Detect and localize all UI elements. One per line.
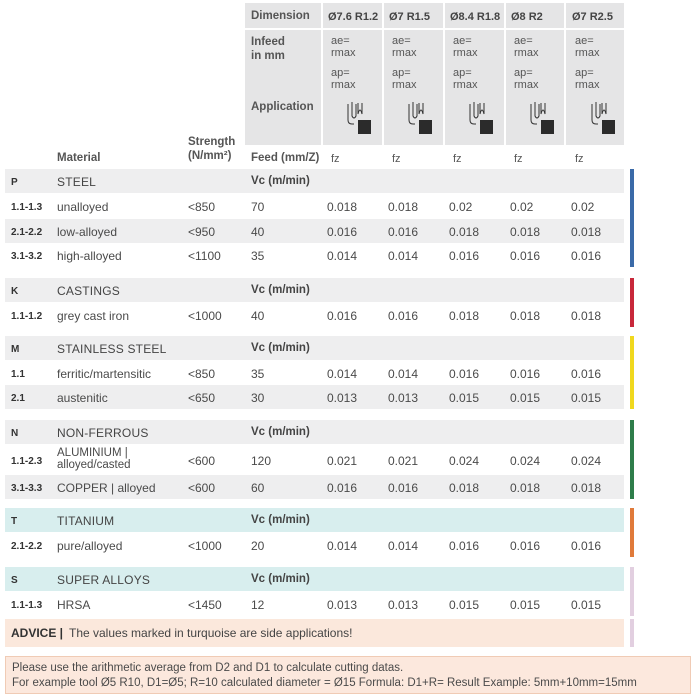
iso-group-code: M	[11, 344, 20, 355]
vc-value: 30	[251, 391, 265, 405]
fz-value: 0.016	[510, 249, 541, 263]
ae-value: rmax	[514, 47, 539, 59]
material-name: COPPER | alloyed	[57, 481, 156, 495]
fz-value: 0.024	[449, 454, 480, 468]
fz-value: 0.016	[449, 249, 480, 263]
material-name-line2: alloyed/casted	[57, 459, 131, 471]
ap-value: rmax	[575, 79, 600, 91]
fz-value: 0.016	[510, 539, 541, 553]
fz-value: 0.016	[388, 309, 419, 323]
fz-value: 0.016	[571, 249, 602, 263]
fz-value: 0.015	[510, 391, 541, 405]
fz-value: 0.018	[510, 309, 541, 323]
material-code: 1.1-1.3	[11, 600, 43, 611]
fz-value: 0.016	[327, 309, 358, 323]
ae-value: rmax	[331, 47, 356, 59]
ap-label: ap=	[392, 67, 411, 79]
header-divider	[245, 28, 624, 30]
vc-label: Vc (m/min)	[251, 284, 310, 296]
ap-value: rmax	[514, 79, 539, 91]
fz-value: 0.016	[327, 481, 358, 495]
tool-application-icon	[403, 100, 437, 136]
iso-group-code: S	[11, 575, 18, 586]
dimension-label: Dimension	[251, 10, 310, 22]
vc-value: 35	[251, 367, 265, 381]
fz-label: fz	[392, 153, 401, 165]
vc-value: 20	[251, 539, 265, 553]
fz-label: fz	[514, 153, 523, 165]
strength-value: <850	[188, 200, 216, 214]
strength-value: <600	[188, 454, 216, 468]
fz-value: 0.016	[327, 225, 358, 239]
ae-label: ae=	[331, 35, 350, 47]
strength-value: <1450	[188, 598, 222, 612]
dimension-value: Ø7 R1.5	[389, 11, 430, 23]
material-code: 3.1-3.3	[11, 483, 43, 494]
fz-value: 0.018	[449, 481, 480, 495]
header-divider	[321, 3, 323, 145]
material-code: 2.1-2.2	[11, 541, 43, 552]
fz-value: 0.015	[510, 598, 541, 612]
ae-value: rmax	[453, 47, 478, 59]
ap-label: ap=	[514, 67, 533, 79]
strength-value: <600	[188, 481, 216, 495]
tool-application-icon	[342, 100, 376, 136]
advice-label: ADVICE |	[11, 626, 64, 640]
tool-application-icon	[525, 100, 559, 136]
vc-value: 70	[251, 200, 265, 214]
strength-value: <950	[188, 225, 216, 239]
fz-value: 0.016	[510, 367, 541, 381]
dimension-value: Ø7 R2.5	[572, 11, 613, 23]
fz-value: 0.015	[571, 391, 602, 405]
vc-label: Vc (m/min)	[251, 342, 310, 354]
strength-value: <1100	[188, 249, 221, 263]
iso-group-code: P	[11, 177, 18, 188]
fz-value: 0.018	[449, 309, 480, 323]
dimension-value: Ø7.6 R1.2	[328, 11, 379, 23]
note-line-2: For example tool Ø5 R10, D1=Ø5; R=10 calculated diameter = Ø15 Formula: D1+R= Result Example: 5mm+10mm=15mm	[12, 677, 637, 689]
fz-value: 0.013	[388, 391, 419, 405]
fz-value: 0.015	[449, 598, 480, 612]
fz-value: 0.018	[510, 225, 541, 239]
fz-value: 0.014	[327, 539, 358, 553]
strength-value: <1000	[188, 539, 222, 553]
fz-value: 0.013	[327, 391, 358, 405]
material-code: 2.1	[11, 393, 25, 404]
fz-value: 0.02	[571, 200, 595, 214]
tool-application-icon	[586, 100, 620, 136]
vc-value: 120	[251, 454, 272, 468]
fz-value: 0.014	[327, 249, 358, 263]
vc-value: 40	[251, 225, 265, 239]
vc-label: Vc (m/min)	[251, 514, 310, 526]
fz-value: 0.013	[388, 598, 419, 612]
fz-value: 0.015	[571, 598, 602, 612]
ae-label: ae=	[453, 35, 472, 47]
iso-group-code: N	[11, 428, 19, 439]
fz-value: 0.014	[388, 249, 419, 263]
fz-value: 0.016	[388, 481, 419, 495]
ap-label: ap=	[575, 67, 594, 79]
note-line-1: Please use the arithmetic average from D2 and D1 to calculate cutting datas.	[12, 662, 404, 674]
advice-box	[5, 619, 624, 647]
iso-group-code: K	[11, 286, 19, 297]
fz-value: 0.015	[449, 391, 480, 405]
section-color-bar	[630, 567, 634, 616]
material-name: pure/alloyed	[57, 539, 123, 553]
header-divider	[564, 3, 566, 145]
ae-value: rmax	[392, 47, 417, 59]
section-color-bar	[630, 336, 634, 409]
fz-value: 0.016	[571, 539, 602, 553]
strength-unit-label: (N/mm²)	[188, 150, 232, 162]
calculation-note	[5, 656, 691, 694]
fz-label: fz	[453, 153, 462, 165]
ap-label: ap=	[331, 67, 350, 79]
fz-value: 0.021	[327, 454, 358, 468]
tool-application-icon	[464, 100, 498, 136]
fz-value: 0.02	[449, 200, 473, 214]
section-title: STAINLESS STEEL	[57, 342, 167, 356]
section-title: SUPER ALLOYS	[57, 573, 151, 587]
ae-label: ae=	[575, 35, 594, 47]
vc-label: Vc (m/min)	[251, 175, 310, 187]
fz-value: 0.02	[510, 200, 534, 214]
material-code: 1.1-1.3	[11, 202, 43, 213]
vc-value: 12	[251, 598, 265, 612]
application-label: Application	[251, 101, 314, 113]
material-name: HRSA	[57, 598, 91, 612]
fz-value: 0.018	[449, 225, 480, 239]
section-color-bar	[630, 619, 634, 647]
fz-value: 0.024	[510, 454, 541, 468]
fz-value: 0.014	[388, 539, 419, 553]
fz-value: 0.016	[571, 367, 602, 381]
ae-label: ae=	[392, 35, 411, 47]
dimension-value: Ø8 R2	[511, 11, 543, 23]
fz-value: 0.018	[327, 200, 358, 214]
fz-value: 0.021	[388, 454, 419, 468]
material-name: ALUMINIUM |	[57, 447, 128, 459]
vc-value: 35	[251, 249, 265, 263]
section-title: CASTINGS	[57, 284, 120, 298]
section-color-bar	[630, 508, 634, 557]
vc-label: Vc (m/min)	[251, 426, 310, 438]
fz-value: 0.016	[449, 367, 480, 381]
vc-label: Vc (m/min)	[251, 573, 310, 585]
advice-text: The values marked in turquoise are side applications!	[69, 626, 353, 640]
strength-value: <850	[188, 367, 216, 381]
ae-label: ae=	[514, 35, 533, 47]
material-code: 2.1-2.2	[11, 227, 43, 238]
infeed-label: Infeed	[251, 36, 285, 48]
ap-value: rmax	[331, 79, 356, 91]
fz-label: fz	[575, 153, 584, 165]
fz-label: fz	[331, 153, 340, 165]
section-title: NON-FERROUS	[57, 426, 149, 440]
section-title: TITANIUM	[57, 514, 115, 528]
vc-value: 60	[251, 481, 265, 495]
fz-value: 0.016	[388, 225, 419, 239]
material-name: grey cast iron	[57, 309, 130, 323]
section-title: STEEL	[57, 175, 97, 189]
ap-value: rmax	[392, 79, 417, 91]
fz-value: 0.016	[449, 539, 480, 553]
material-name: high-alloyed	[57, 249, 122, 263]
material-name: austenitic	[57, 391, 108, 405]
material-name: unalloyed	[57, 200, 109, 214]
iso-group-code: T	[11, 516, 18, 527]
fz-value: 0.018	[571, 481, 602, 495]
section-color-bar	[630, 420, 634, 499]
header-divider	[504, 3, 506, 145]
fz-value: 0.024	[571, 454, 602, 468]
ae-value: rmax	[575, 47, 600, 59]
material-name: ferritic/martensitic	[57, 367, 152, 381]
fz-value: 0.014	[327, 367, 358, 381]
strength-label: Strength	[188, 136, 236, 148]
infeed-unit-label: in mm	[251, 50, 285, 62]
material-code: 1.1-1.2	[11, 311, 43, 322]
material-name: low-alloyed	[57, 225, 118, 239]
fz-value: 0.018	[510, 481, 541, 495]
material-code: 3.1-3.2	[11, 251, 43, 262]
material-label: Material	[57, 152, 101, 164]
fz-value: 0.014	[388, 367, 419, 381]
material-code: 1.1-2.3	[11, 456, 43, 467]
section-color-bar	[630, 278, 634, 327]
feed-label: Feed (mm/Z)	[251, 152, 320, 164]
ap-label: ap=	[453, 67, 472, 79]
fz-value: 0.013	[327, 598, 358, 612]
header-divider	[382, 3, 384, 145]
section-color-bar	[630, 169, 634, 267]
section-header	[5, 169, 624, 193]
vc-value: 40	[251, 309, 265, 323]
dimension-value: Ø8.4 R1.8	[450, 11, 501, 23]
strength-value: <650	[188, 391, 216, 405]
fz-value: 0.018	[571, 225, 602, 239]
material-code: 1.1	[11, 369, 25, 380]
ap-value: rmax	[453, 79, 478, 91]
fz-value: 0.018	[388, 200, 419, 214]
fz-value: 0.018	[571, 309, 602, 323]
header-divider	[443, 3, 445, 145]
strength-value: <1000	[188, 309, 222, 323]
